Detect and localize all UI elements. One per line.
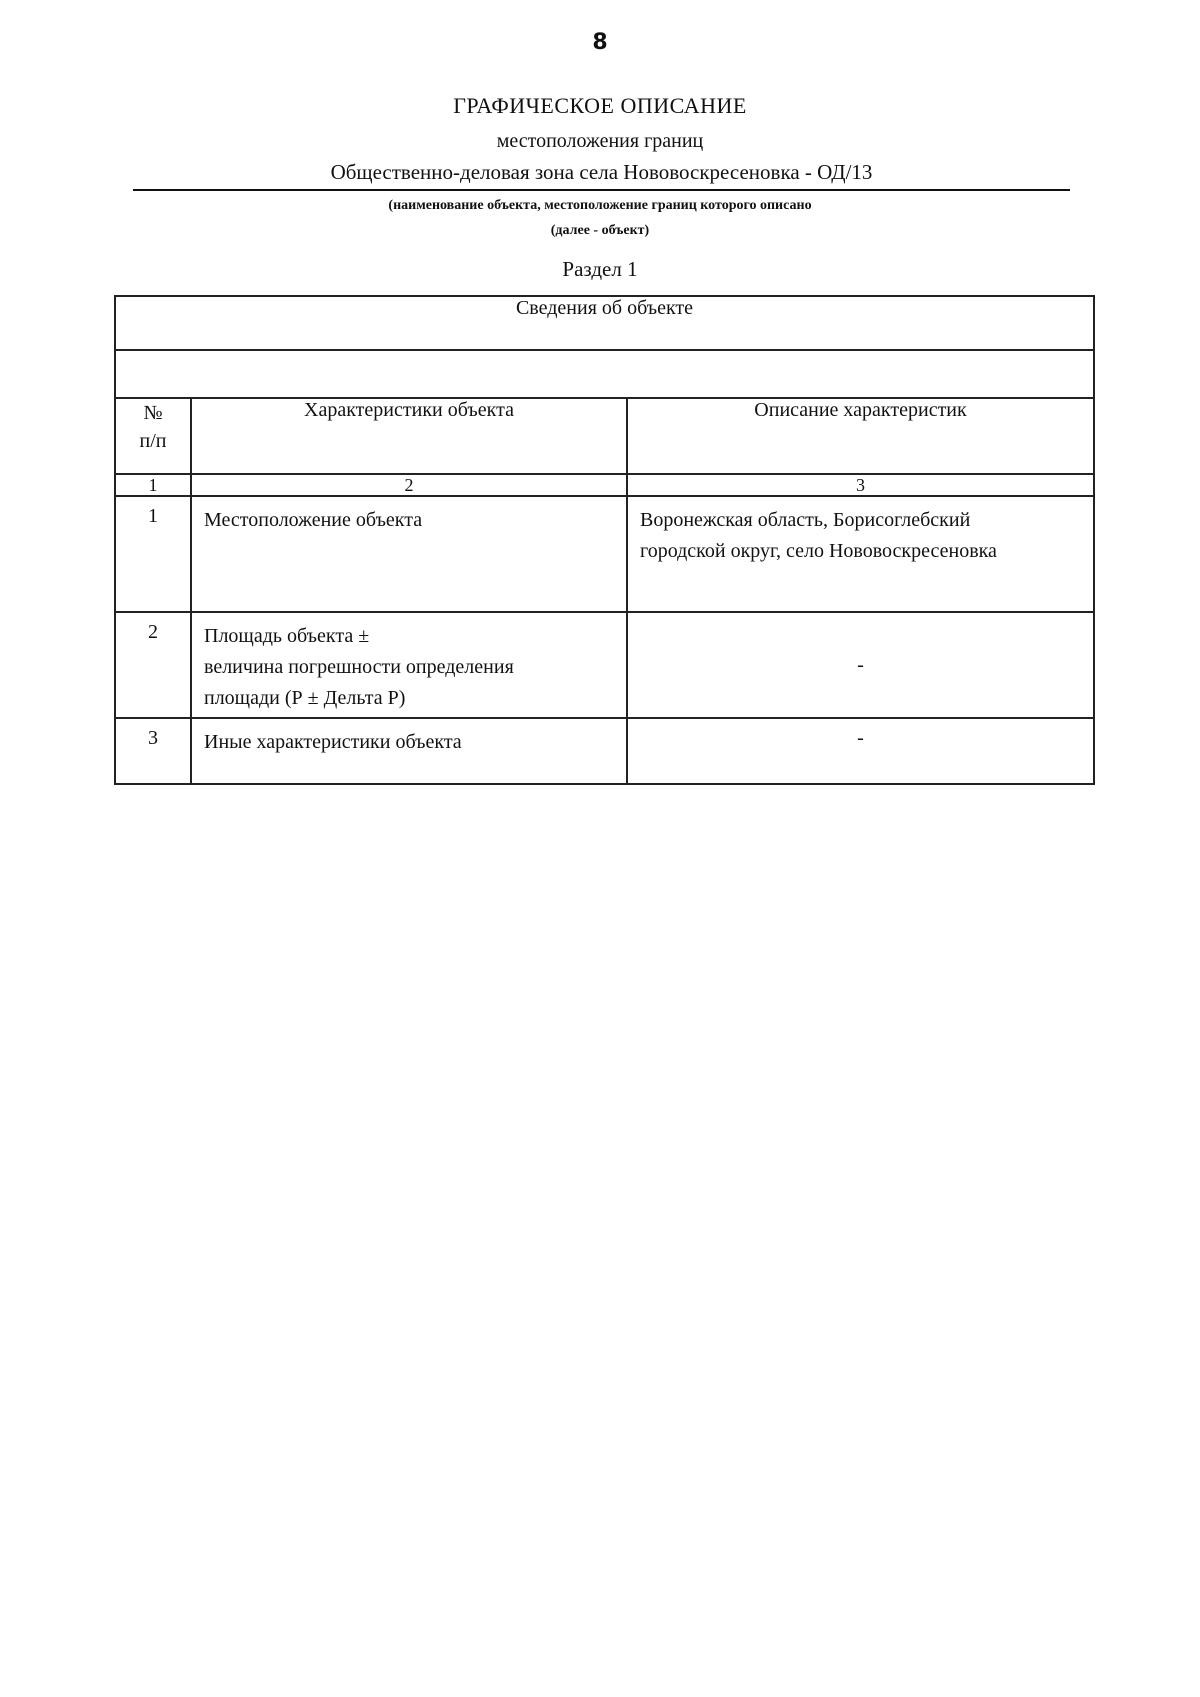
row-characteristic: [191, 612, 627, 718]
table-empty-cell: [115, 350, 1094, 398]
row-description: -: [627, 612, 1094, 718]
section-label: Раздел 1: [562, 257, 638, 281]
column-header-characteristic: Характеристики объекта: [191, 398, 627, 474]
table-empty-row: [115, 350, 1094, 398]
column-number-3: 3: [627, 474, 1094, 496]
row-characteristic-line-2: величина погрешности определения: [204, 656, 514, 678]
row-description: [627, 496, 1094, 612]
document-title: ГРАФИЧЕСКОЕ ОПИСАНИЕ: [453, 93, 747, 118]
column-header-num-line-1: №: [143, 402, 163, 424]
object-caption-line-1: (наименование объекта, местоположение границ которого описано: [388, 198, 812, 213]
row-number: 3: [115, 718, 191, 784]
column-header-description: Описание характеристик: [627, 398, 1094, 474]
table-column-number-row: [115, 474, 1094, 496]
table-row: [115, 612, 1094, 718]
column-header-num: [115, 398, 191, 474]
row-number: 2: [115, 612, 191, 718]
row-characteristic: Местоположение объекта: [191, 496, 627, 612]
object-info-table: [114, 295, 1095, 785]
object-name-caption: [0, 193, 1200, 243]
document-subtitle: местоположения границ: [496, 130, 704, 152]
row-characteristic: Иные характеристики объекта: [191, 718, 627, 784]
page-number: 8: [592, 30, 608, 55]
column-number-1: 1: [115, 474, 191, 496]
row-description: -: [627, 718, 1094, 784]
row-description-line-1: Воронежская область, Борисоглебский: [640, 509, 971, 531]
column-header-num-line-2: п/п: [139, 430, 167, 452]
column-number-2: 2: [191, 474, 627, 496]
row-number: 1: [115, 496, 191, 612]
table-column-header-row: [115, 398, 1094, 474]
table-header-row: [115, 296, 1094, 350]
row-description-line-2: городской округ, село Нововоскресеновка: [640, 540, 997, 562]
table-row: [115, 718, 1094, 784]
object-caption-line-2: (далее - объект): [550, 223, 650, 238]
table-header-cell: Сведения об объекте: [115, 296, 1094, 350]
row-characteristic-line-3: площади (Р ± Дельта Р): [204, 687, 406, 709]
object-name: Общественно-деловая зона села Нововоскресеновка - ОД/13: [133, 160, 1070, 191]
table-row: [115, 496, 1094, 612]
row-characteristic-line-1: Площадь объекта ±: [204, 625, 370, 647]
